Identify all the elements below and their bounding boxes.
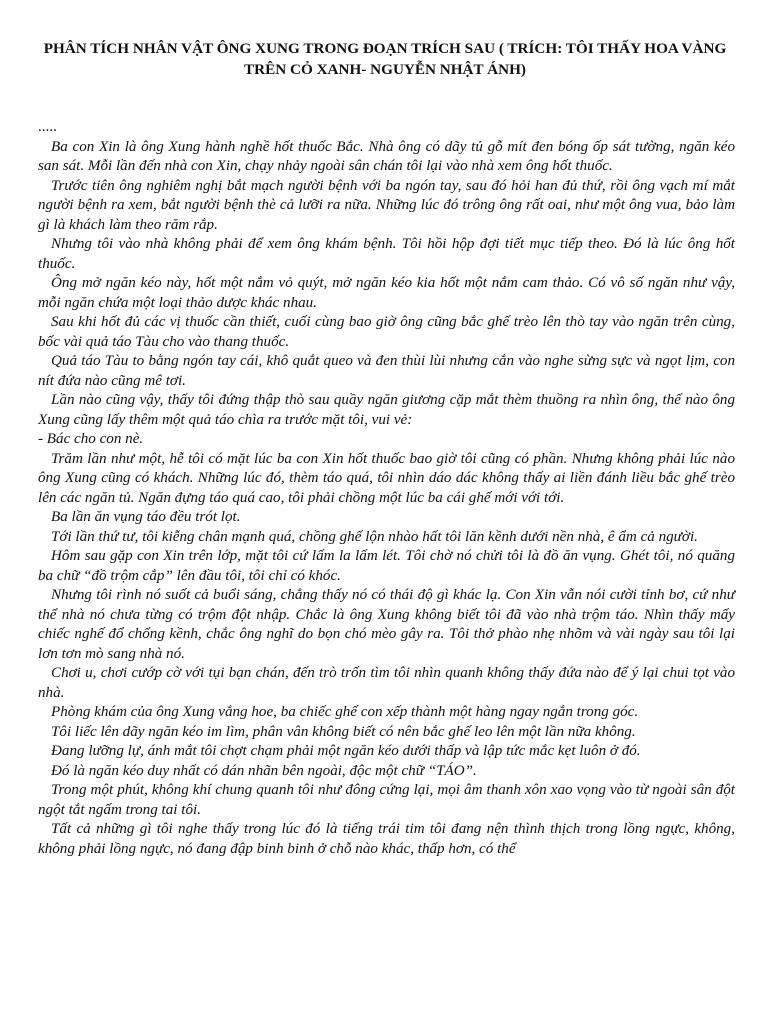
paragraph: Tôi liếc lên dãy ngăn kéo im lìm, phân vân không biết có nên bắc ghế leo lên một lần nữa không. [51,723,636,740]
paragraph: Trăm lần như một, hễ tôi có mặt lúc ba con Xin hốt thuốc bao giờ tôi cũng có phần. Nhưng không phải lúc nào ông Xung cũng có khách. Những lúc đó, thèm táo quá, tôi nhìn dáo dác không thấy ai liền đánh liều bắc ghế trèo lên các ngăn tủ. Ngăn đựng táo quá cao, tôi phải chồng một lúc ba cái ghế mới với tới. [38,450,735,506]
ellipsis-marker: ..... [38,119,57,135]
paragraph: Lần nào cũng vậy, thấy tôi đứng thập thò sau quầy ngăn giương cặp mắt thèm thuồng ra nhìn ông, thế nào ông Xung cũng lấy thêm một quả táo chìa ra trước mặt tôi, vui vẻ: [38,392,735,428]
paragraph: Hôm sau gặp con Xin trên lớp, mặt tôi cứ lấm la lấm lét. Tôi chờ nó chửi tôi là đồ ăn vụng. Ghét tôi, nó quăng ba chữ “đồ trộm cắp” lên đầu tôi, tôi chỉ có khóc. [38,548,735,584]
document-body [38,118,735,859]
paragraph: Quả táo Tàu to bằng ngón tay cái, khô quắt queo và đen thùi lùi nhưng cắn vào nghe sừng sực và ngọt lịm, con nít đứa nào cũng mê tơi. [38,353,735,389]
document-title: PHÂN TÍCH NHÂN VẬT ÔNG XUNG TRONG ĐOẠN TRÍCH SAU ( TRÍCH: TÔI THẤY HOA VÀNG TRÊN CỎ XANH- NGUYỄN NHẬT ÁNH) [43,40,727,78]
paragraph: Trước tiên ông nghiêm nghị bắt mạch người bệnh với ba ngón tay, sau đó hỏi han đủ thứ, rồi ông vạch mí mắt người bệnh ra xem, bắt người bệnh thè cả lưỡi ra nữa. Những lúc đó trông ông rất oai, như một ông vua, bảo làm gì là khách làm theo răm rắp. [38,177,735,233]
paragraph: Nhưng tôi vào nhà không phải để xem ông khám bệnh. Tôi hồi hộp đợi tiết mục tiếp theo. Đó là lúc ông hốt thuốc. [38,236,735,272]
paragraph: Tất cả những gì tôi nghe thấy trong lúc đó là tiếng trái tim tôi đang nện thình thịch trong lồng ngực, không, không phải lồng ngực, nó đang đập binh binh ở chỗ nào khác, thấp hơn, có thể [38,821,735,857]
paragraph: Sau khi hốt đủ các vị thuốc cần thiết, cuối cùng bao giờ ông cũng bắc ghế trèo lên thò tay vào ngăn trên cùng, bốc vài quả táo Tàu cho vào thang thuốc. [38,314,735,350]
paragraph: Ba lần ăn vụng táo đều trót lọt. [51,509,241,525]
paragraph: Đó là ngăn kéo duy nhất có dán nhãn bên ngoài, độc một chữ “TÁO”. [51,762,477,779]
paragraph: Trong một phút, không khí chung quanh tôi như đông cứng lại, mọi âm thanh xôn xao vọng vào từ ngoài sân đột ngột tắt ngấm trong tai tôi. [38,782,735,818]
paragraph: Ba con Xin là ông Xung hành nghề hốt thuốc Bắc. Nhà ông có dãy tủ gỗ mít đen bóng ốp sát tường, ngăn kéo san sát. Mỗi lần đến nhà con Xin, chạy nhảy ngoài sân chán tôi lại vào nhà xem ông hốt thuốc. [38,138,735,174]
paragraph: Phòng khám của ông Xung vắng hoe, ba chiếc ghế con xếp thành một hàng ngay ngắn trong góc. [51,704,639,720]
paragraph: Ông mở ngăn kéo này, hốt một nắm vỏ quýt, mở ngăn kéo kia hốt một nắm cam thảo. Có vô số ngăn như vậy, mỗi ngăn chứa một loại thảo dược khác nhau. [38,275,735,311]
paragraph: Đang lưỡng lự, ánh mắt tôi chợt chạm phải một ngăn kéo dưới thấp và lập tức mắc kẹt luôn ở đó. [51,743,641,759]
paragraph: Chơi u, chơi cướp cờ với tụi bạn chán, đến trò trốn tìm tôi nhìn quanh không thấy đứa nào để ý lại chui tọt vào nhà. [38,665,735,701]
paragraph: Tới lần thứ tư, tôi kiễng chân mạnh quá, chồng ghế lộn nhào hất tôi lăn kềnh dưới nền nhà, ê ẩm cả người. [51,528,698,545]
dialogue-line: - Bác cho con nè. [38,431,144,447]
paragraph: Nhưng tôi rình nó suốt cả buổi sáng, chẳng thấy nó có thái độ gì khác lạ. Con Xin vẫn nói cười tỉnh bơ, cứ như thể nhà nó chưa từng có trộm đột nhập. Chắc là ông Xung không biết tôi đã vào nhà trộm táo. Nhìn thấy mấy chiếc nghế đổ chổng kềnh, chắc ông nghĩ do bọn chó mèo gây ra. Tôi thở phào nhẹ nhõm và vài ngày sau tôi lại lơn tơn mò sang nhà nó. [38,587,735,662]
